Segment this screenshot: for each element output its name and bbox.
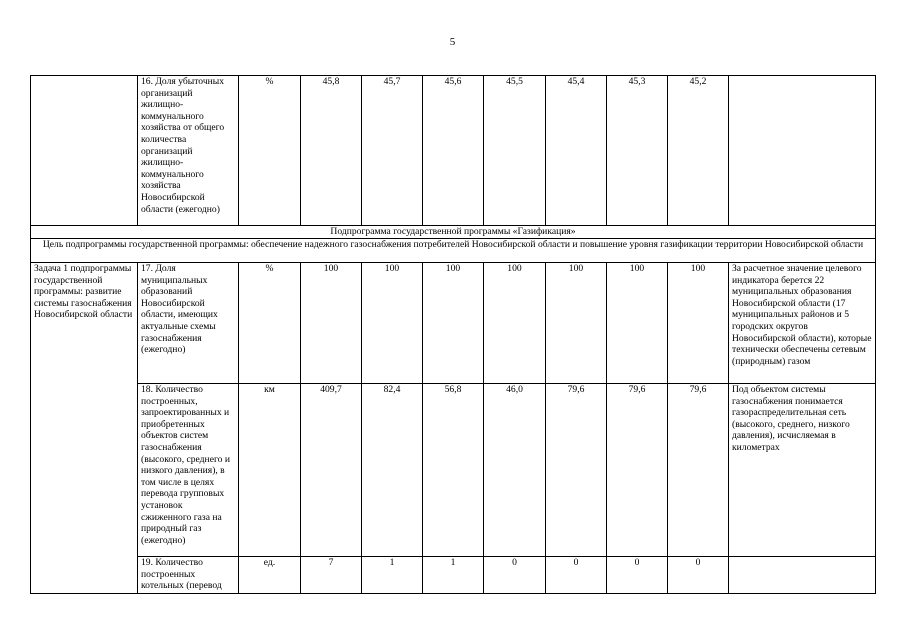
value-cell: 56,8 [423, 384, 484, 557]
subprogram-row [31, 226, 876, 239]
value-cell: 100 [423, 263, 484, 384]
indicator-cell: 17. Доля муниципальных образований Новосибирской области, имеющих актуальные схемы газоснабжения (ежегодно) [138, 263, 239, 384]
value-cell: 100 [668, 263, 729, 384]
value-cell: 0 [546, 557, 607, 594]
value-cell: 45,7 [362, 76, 423, 226]
unit-cell: % [239, 263, 301, 384]
value-cell: 409,7 [301, 384, 362, 557]
value-cell: 46,0 [484, 384, 546, 557]
unit-cell: % [239, 76, 301, 226]
value-cell: 100 [301, 263, 362, 384]
value-cell: 1 [362, 557, 423, 594]
value-cell: 7 [301, 557, 362, 594]
value-cell: 100 [607, 263, 668, 384]
value-cell: 82,4 [362, 384, 423, 557]
value-cell: 79,6 [668, 384, 729, 557]
task-cell: Задача 1 подпрограммы государственной программы: развитие системы газоснабжения Новосибирской области [31, 263, 138, 594]
table-row [31, 384, 876, 557]
value-cell: 100 [546, 263, 607, 384]
value-cell: 79,6 [546, 384, 607, 557]
value-cell: 45,5 [484, 76, 546, 226]
indicator-cell: 18. Количество построенных, запроектированных и приобретенных объектов систем газоснабжения (высокого, среднего и низкого давления), в том числе в целях перевода групповых установок сжиженного газа на природный газ (ежегодно) [138, 384, 239, 557]
table-row [31, 557, 876, 594]
note-cell [729, 76, 876, 226]
indicators-table [30, 75, 876, 594]
value-cell: 100 [362, 263, 423, 384]
value-cell: 0 [668, 557, 729, 594]
value-cell: 0 [607, 557, 668, 594]
value-cell: 0 [484, 557, 546, 594]
note-cell [729, 557, 876, 594]
table-row [31, 263, 876, 384]
page-number: 5 [449, 36, 456, 48]
indicator-cell [138, 557, 239, 594]
subprogram-goal: Цель подпрограммы государственной программы: обеспечение надежного газоснабжения потребителей Новосибирской области и повышение уровня газификации территории Новосибирской области [31, 239, 876, 263]
value-cell: 45,4 [546, 76, 607, 226]
value-cell: 45,2 [668, 76, 729, 226]
note-cell: За расчетное значение целевого индикатора берется 22 муниципальных образования Новосибирской области (17 муниципальных районов и 5 городских округов Новосибирской области), которые технически обеспечены сетевым (природным) газом [729, 263, 876, 384]
indicator-cell: 16. Доля убыточных организаций жилищно-коммунального хозяйства от общего количества организаций жилищно-коммунального хозяйства Новосибирской области (ежегодно) [138, 76, 239, 226]
value-cell: 1 [423, 557, 484, 594]
value-cell: 79,6 [607, 384, 668, 557]
indicator-text: 19. Количество построенных котельных (перевод [141, 557, 222, 592]
unit-cell: км [239, 384, 301, 557]
unit-cell: ед. [239, 557, 301, 594]
value-cell: 45,3 [607, 76, 668, 226]
note-cell: Под объектом системы газоснабжения понимается газораспределительная сеть (высокого, среднего, низкого давления), исчисляемая в километрах [729, 384, 876, 557]
subprogram-title: Подпрограмма государственной программы «Газификация» [31, 226, 876, 239]
table-row [31, 76, 876, 226]
value-cell: 45,8 [301, 76, 362, 226]
value-cell: 45,6 [423, 76, 484, 226]
task-cell [31, 76, 138, 226]
value-cell: 100 [484, 263, 546, 384]
goal-row [31, 239, 876, 263]
